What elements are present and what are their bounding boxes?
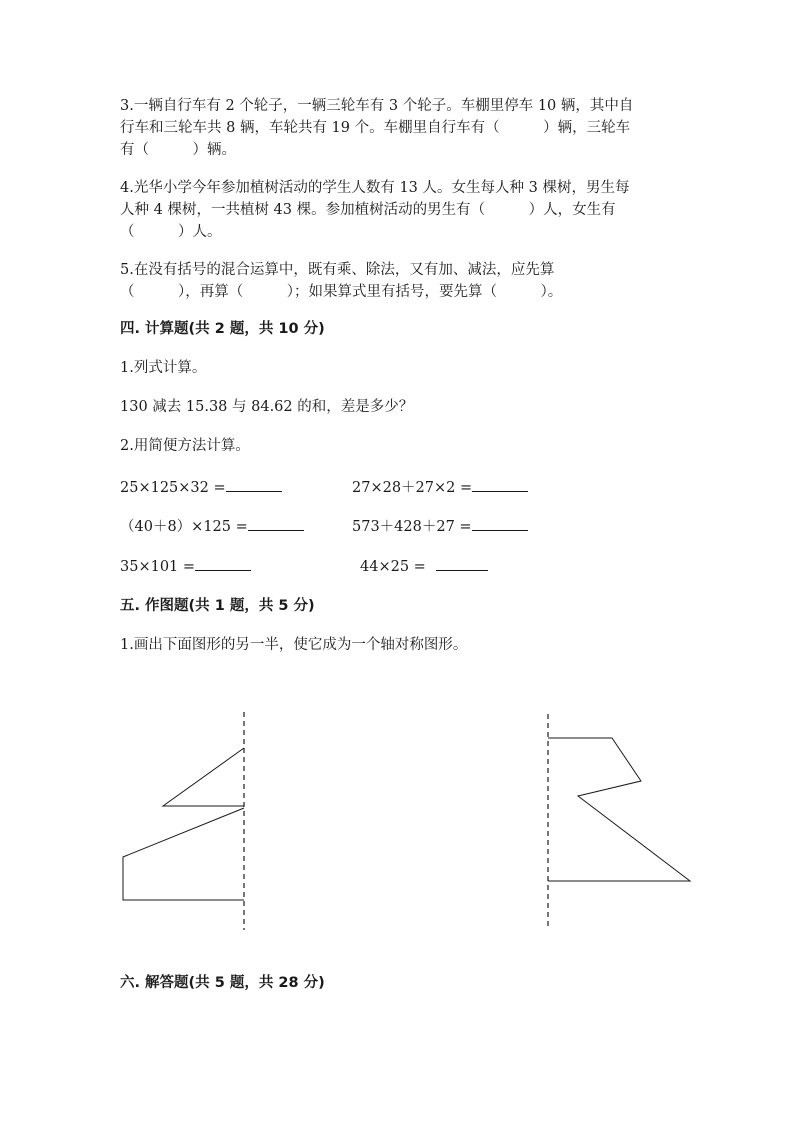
- calc-expression: （40＋8）×125 =: [120, 519, 248, 535]
- section-6-title: 六. 解答题(共 5 题，共 28 分): [120, 975, 325, 991]
- section-5-q1-label: 1.画出下面图形的另一半，使它成为一个轴对称图形。: [120, 637, 468, 653]
- calc-expression: 25×125×32 =: [120, 480, 226, 496]
- left-figure-lower-shape: [123, 808, 244, 900]
- question-3-line-3: 有（ ）辆。: [120, 142, 236, 158]
- question-5-line-1: 5.在没有括号的混合运算中，既有乘、除法，又有加、减法，应先算: [120, 262, 555, 278]
- question-5-line-2: （ ），再算（ ）；如果算式里有括号，要先算（ ）。: [120, 284, 563, 300]
- calc-expression: 44×25 =: [360, 559, 426, 575]
- question-3-line-1: 3.一辆自行车有 2 个轮子，一辆三轮车有 3 个轮子。车棚里停车 10 辆，其中自: [120, 98, 634, 114]
- question-4-line-1: 4.光华小学今年参加植树活动的学生人数有 13 人。女生每人种 3 棵树，男生每: [120, 180, 630, 196]
- left-figure-triangle: [163, 748, 244, 806]
- section-5-title: 五. 作图题(共 1 题，共 5 分): [120, 598, 315, 614]
- calc-expression: 35×101 =: [120, 559, 196, 575]
- calc-expression: 27×28＋27×2 =: [352, 480, 473, 496]
- section-4-q1-text: 130 减去 15.38 与 84.62 的和，差是多少？: [120, 399, 414, 415]
- section-4-q1-label: 1.列式计算。: [120, 360, 207, 376]
- right-figure-shape: [548, 738, 690, 881]
- question-3-line-2: 行车和三轮车共 8 辆，车轮共有 19 个。车棚里自行车有（ ）辆，三轮车: [120, 120, 631, 136]
- section-4-title: 四. 计算题(共 2 题，共 10 分): [120, 321, 325, 337]
- section-4-q2-label: 2.用简便方法计算。: [120, 438, 250, 454]
- calc-expression: 573＋428＋27 =: [352, 519, 472, 535]
- question-4-line-2: 人种 4 棵树，一共植树 43 棵。参加植树活动的男生有（ ）人，女生有: [120, 202, 616, 218]
- question-4-line-3: （ ）人。: [120, 224, 222, 240]
